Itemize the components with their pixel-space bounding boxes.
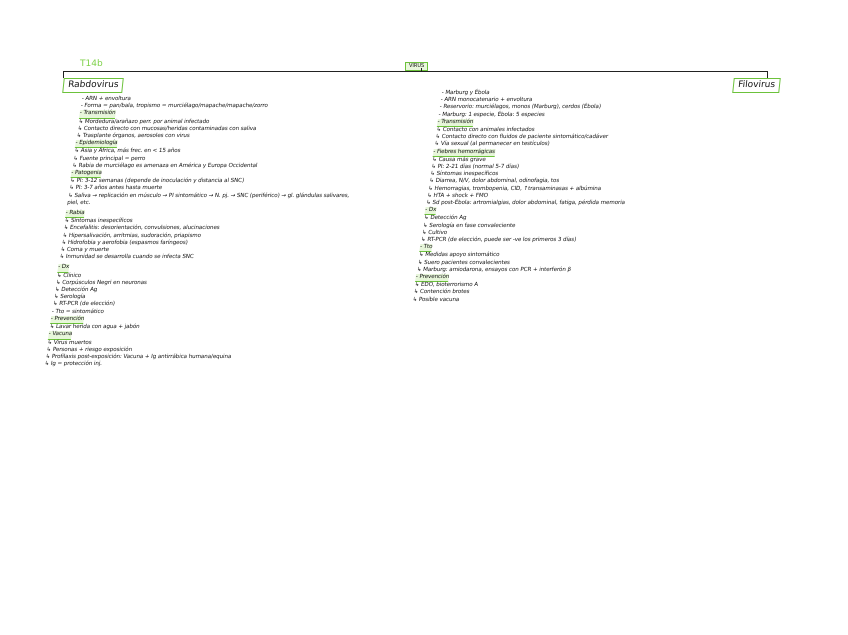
filovirus-note-line: ↳ Sd post-Ébola: artromialgias, dolor abdominal, fatiga, pérdida memoria xyxy=(425,200,626,207)
filovirus-note-line: - Dx xyxy=(424,207,624,215)
filovirus-note-line: ↳ Cultivo xyxy=(421,229,448,236)
filovirus-note-line: ↳ Contención brotes xyxy=(413,289,470,296)
filovirus-note-line: ↳ Síntomas inespecíficos xyxy=(429,171,499,178)
root-node: VIRUS xyxy=(405,62,428,71)
rabdovirus-note-line: ↳ PI: 3-12 semanas (depende de inoculación y distancia al SNC) xyxy=(69,178,245,185)
rabdovirus-note-line: ↳ Corpúsculos Negri en neuronas xyxy=(55,279,148,286)
connector-tick-root xyxy=(421,68,422,72)
filovirus-note-line: ↳ Hemorragias, trombopenia, CID, ↑transaminasas + albúmina xyxy=(427,185,602,192)
connector-tick-left xyxy=(63,71,64,78)
rabdovirus-note-line: ↳ Ig = protección inj. xyxy=(44,361,103,368)
filovirus-note-line: - Prevención xyxy=(415,274,615,282)
filovirus-notes xyxy=(412,90,641,304)
filovirus-note-line: ↳ Contacto directo con fluidos de paciente sintomático/cadáver xyxy=(434,134,609,141)
rabdovirus-note-line: ↳ Hipersalivación, arritmias, sudoración, priapismo xyxy=(62,232,202,239)
filovirus-note-line: ↳ Detección Ag xyxy=(423,215,467,222)
filovirus-note-line: ↳ Causa más grave xyxy=(431,156,487,163)
rabdovirus-note-line: ↳ Contacto directo con mucosas/heridas contaminadas con saliva xyxy=(77,125,257,132)
rabdovirus-note-line: ↳ Fuente principal = perro xyxy=(72,155,146,162)
filovirus-note-line: ↳ Diarrea, N/V, dolor abdominal, odinofagia, tos xyxy=(428,178,560,185)
rabdovirus-note-line: - Tto = sintomático xyxy=(51,308,105,315)
filovirus-note-line: ↳ Serología en fase convaleciente xyxy=(422,222,516,229)
rabdovirus-note-line: - Transmisión xyxy=(79,110,361,118)
rabdovirus-note-line: ↳ Rabia de murciélago es amenaza en América y Europa Occidental xyxy=(71,162,258,169)
rabdovirus-note-line: ↳ Saliva → replicación en músculo → PI sintomático → N. pj. → SNC (periférico) → gl. glándulas salivares, xyxy=(67,192,350,199)
filovirus-note-line: ↳ Vía sexual (al permanecer en testículos) xyxy=(433,141,550,148)
rabdovirus-note-line: ↳ RT-PCR (de elección) xyxy=(52,301,116,308)
filovirus-note-line: - Transmisión xyxy=(437,119,637,127)
filovirus-note-line: ↳ Contacto con animales infectados xyxy=(435,127,535,134)
connector-tick-right xyxy=(767,71,768,78)
rabdovirus-notes xyxy=(44,96,363,368)
filovirus-note-line: ↳ Posible vacuna xyxy=(412,296,460,303)
filovirus-note-line: ↳ Medidas apoyo sintomático xyxy=(418,252,500,259)
filovirus-note-line: ↳ EDO, bioterrorismo A xyxy=(414,282,479,289)
rabdovirus-note-line: - Forma = pan/bala, tropismo = murciélago/mapache/mapache/zorro xyxy=(80,103,269,110)
filovirus-note-line: ↳ HTA + shock + FMO xyxy=(426,192,489,199)
filovirus-title: Filovirus xyxy=(732,78,781,93)
rabdovirus-note-line: ↳ Inmunidad se desarrolla cuando se infecta SNC xyxy=(59,254,194,261)
filovirus-note-line: - Tto xyxy=(419,244,619,252)
rabdovirus-note-line: ↳ Personas + riesgo exposición xyxy=(46,346,133,353)
rabdovirus-note-line: - ARN + envoltura xyxy=(81,96,132,102)
filovirus-note-line: ↳ Marburg: amiodarona, ensayos con PCR + interferón β xyxy=(416,266,572,273)
rabdovirus-note-line: - Prevención xyxy=(50,316,332,324)
rabdovirus-note-line: ↳ Encefalitis: desorientación, convulsiones, alucinaciones xyxy=(63,225,220,232)
rabdovirus-note-line: ↳ Síntomas inespecíficos xyxy=(64,218,133,225)
filovirus-note-line: ↳ Suero pacientes convalecientes xyxy=(417,259,511,266)
filovirus-note-line: ↳ RT-PCR (de elección, puede ser -ve los primeros 3 días) xyxy=(420,237,577,244)
rabdovirus-note-line: piel, etc. xyxy=(66,199,91,206)
rabdovirus-note-line: ↳ Hidrofobia y aerofobia (espasmos faríngeos) xyxy=(61,239,189,246)
rabdovirus-note-line: ↳ Clínico xyxy=(56,272,82,279)
filovirus-note-line: - ARN monocatenario + envoltura xyxy=(440,97,533,104)
rabdovirus-note-line: ↳ Detección Ag xyxy=(54,287,98,294)
rabdovirus-note-line: - Epidemiología xyxy=(75,140,357,148)
page-tag: T14b xyxy=(80,59,103,69)
rabdovirus-note-line: ↳ Virus muertos xyxy=(47,339,92,346)
rabdovirus-note-line: ↳ PI: 3-7 años antes hasta muerte xyxy=(68,185,163,192)
rabdovirus-note-line: - Vacuna xyxy=(48,331,330,339)
connector-line xyxy=(63,71,768,72)
rabdovirus-note-line: ↳ Trasplante órganos, aerosoles con virus xyxy=(76,133,191,140)
filovirus-note-line: - Reservorio: murciélagos, monos (Marburg), cerdos (Ébola) xyxy=(439,104,602,111)
filovirus-note-line: ↳ PI: 2-21 días (normal 5-7 días) xyxy=(430,164,520,171)
rabdovirus-note-line: ↳ Asia y África, más frec. en < 15 años xyxy=(73,148,181,155)
filovirus-note-line: - Fiebres hemorrágicas xyxy=(433,149,633,157)
rabdovirus-note-line: - Rabia xyxy=(65,210,347,218)
rabdovirus-note-line: ↳ Profilaxis post-exposición: Vacuna + Ig antirrábica humana/equina xyxy=(45,353,232,360)
rabdovirus-note-line: - Patogenia xyxy=(71,170,353,178)
rabdovirus-note-line: - Dx xyxy=(57,264,339,272)
rabdovirus-title: Rabdovirus xyxy=(62,78,124,93)
filovirus-note-line: - Marburg y Ébola xyxy=(441,90,490,96)
rabdovirus-note-line: ↳ Serología xyxy=(53,294,86,301)
rabdovirus-note-line: ↳ Coma y muerte xyxy=(60,247,110,254)
rabdovirus-note-line: ↳ Mordedura/arañazo perr. por animal infectado xyxy=(78,118,210,125)
rabdovirus-note-line: ↳ Lavar herida con agua + jabón xyxy=(49,324,140,331)
filovirus-note-line: - Marburg: 1 especie, Ébola: 5 especies xyxy=(438,111,546,118)
